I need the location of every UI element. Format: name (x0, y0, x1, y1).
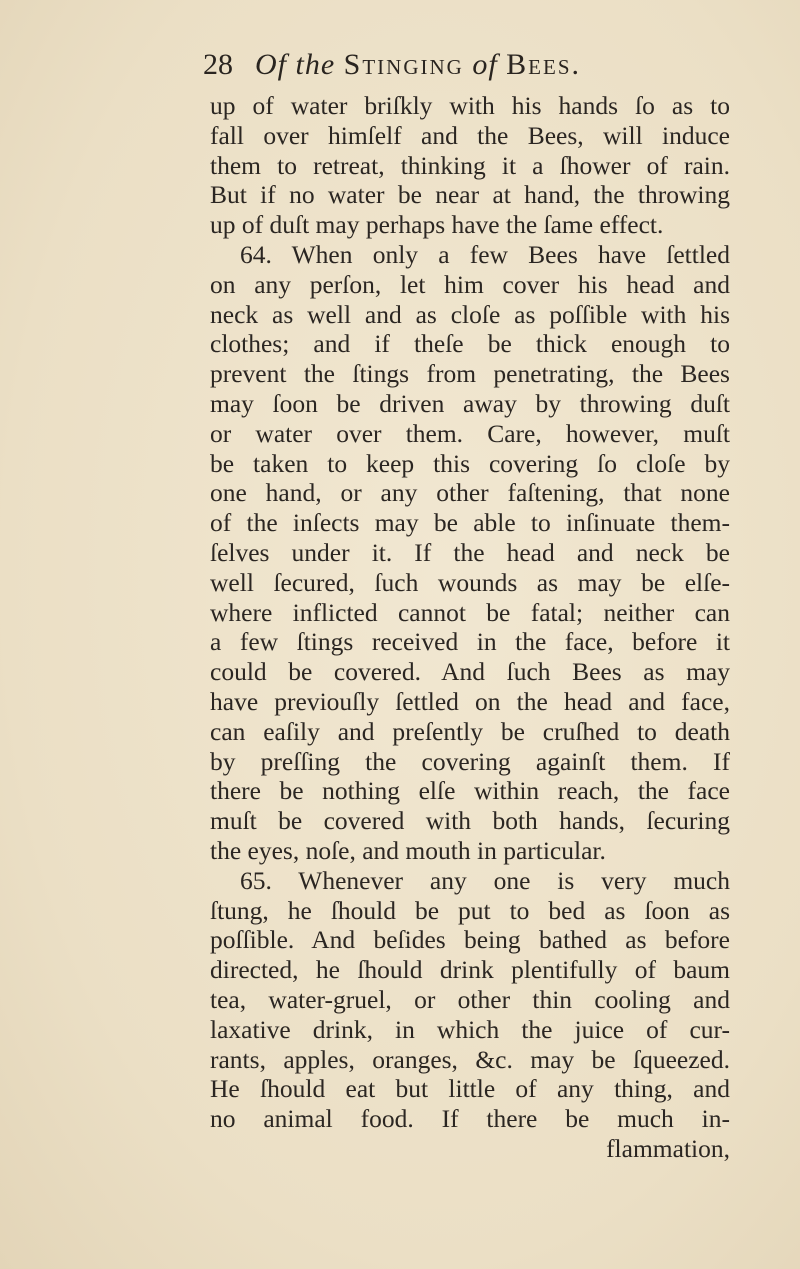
text-line: one hand, or any other faſtening, that none (210, 478, 730, 508)
text-line: He ſhould eat but little of any thing, and (210, 1074, 730, 1104)
text-line: them to retreat, thinking it a ſhower of rain. (210, 150, 730, 180)
text-line: on any perſon, let him cover his head and (210, 269, 730, 299)
text-line: may ſoon be driven away by throwing duſt (210, 388, 730, 418)
text-line: can eaſily and preſently be cruſhed to death (210, 716, 730, 746)
running-head-stinging: Stinging (343, 48, 464, 81)
text-line: fall over himſelf and the Bees, will induce (210, 120, 730, 150)
text-line: there be nothing elſe within reach, the face (210, 776, 730, 806)
running-head (255, 48, 581, 82)
text-line: ſtung, he ſhould be put to bed as ſoon as (210, 895, 730, 925)
text-line: the eyes, noſe, and mouth in particular. (210, 835, 606, 865)
text-line: well ſecured, ſuch wounds as may be elſe- (210, 567, 730, 597)
running-head-of-2: of (472, 48, 498, 81)
text-line: But if no water be near at hand, the throwing (210, 180, 730, 210)
text-line: or water over them. Care, however, muſt (210, 418, 730, 448)
text-line: where inflicted cannot be fatal; neither can (210, 597, 730, 627)
text-line: clothes; and if theſe be thick enough to (210, 329, 730, 359)
text-line: directed, he ſhould drink plentifully of baum (210, 955, 730, 985)
text-line: up of duſt may perhaps have the ſame effect. (210, 210, 664, 240)
text-line: tea, water-gruel, or other thin cooling and (210, 984, 730, 1014)
text-line: no animal food. If there be much in- (210, 1104, 730, 1134)
page-number: 28 (203, 48, 233, 81)
body-text (210, 91, 730, 1164)
text-line: muſt be covered with both hands, ſecuring (210, 806, 730, 836)
text-line: of the inſects may be able to inſinuate them- (210, 508, 730, 538)
running-head-bees: Bees. (506, 48, 582, 81)
paragraph-65-start: 65. Whenever any one is very much (240, 865, 730, 895)
text-line: prevent the ſtings from penetrating, the Bees (210, 359, 730, 389)
text-line: rants, apples, oranges, &c. may be ſqueezed. (210, 1044, 730, 1074)
page-header (203, 44, 723, 88)
text-line: laxative drink, in which the juice of cur- (210, 1014, 730, 1044)
text-line: poſſible. And beſides being bathed as before (210, 925, 730, 955)
text-line: ſelves under it. If the head and neck be (210, 537, 730, 567)
text-line: by preſſing the covering againſt them. If (210, 746, 730, 776)
running-head-the: the (295, 48, 336, 81)
paragraph-64-start: 64. When only a few Bees have ſettled (240, 239, 730, 269)
running-head-of: Of (255, 48, 287, 81)
text-line: up of water briſkly with his hands ſo as to (210, 91, 730, 120)
text-line: have previouſly ſettled on the head and face, (210, 686, 730, 716)
text-line: be taken to keep this covering ſo cloſe by (210, 448, 730, 478)
text-line: could be covered. And ſuch Bees as may (210, 657, 730, 687)
catchword: flammation, (606, 1133, 730, 1163)
text-line: neck as well and as cloſe as poſſible with his (210, 299, 730, 329)
text-line: a few ſtings received in the face, before it (210, 627, 730, 657)
